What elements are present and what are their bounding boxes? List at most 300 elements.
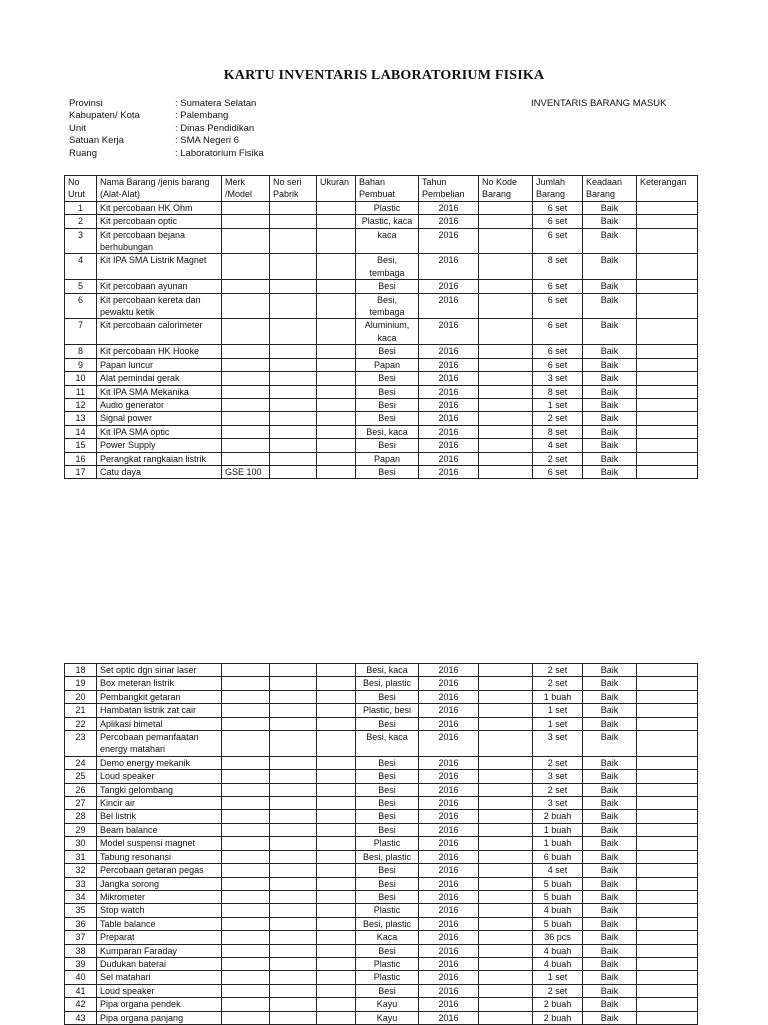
cell-nama: Kit IPA SMA Listrik Magnet [97,254,222,280]
cell-merk [222,201,270,214]
cell-nama: Loud speaker [97,984,222,997]
cell-jumlah: 6 set [533,280,583,293]
cell-jumlah: 4 buah [533,957,583,970]
cell-keterangan [637,465,698,478]
cell-nama: Beam balance [97,823,222,836]
cell-bahan: Besi [356,690,419,703]
cell-keterangan [637,228,698,254]
cell-ukuran [317,228,356,254]
cell-jumlah: 4 buah [533,904,583,917]
cell-nama: Kit percobaan kereta dan pewaktu ketik [97,293,222,319]
cell-kode [479,228,533,254]
cell-keadaan: Baik [583,385,637,398]
cell-nama: Alat pemindai gerak [97,372,222,385]
cell-jumlah: 6 set [533,228,583,254]
cell-kode [479,797,533,810]
cell-no-seri [270,215,317,228]
cell-tahun: 2016 [419,664,479,677]
cell-keterangan [637,293,698,319]
cell-kode [479,425,533,438]
cell-bahan: Besi [356,398,419,411]
table-row [65,280,698,293]
cell-keterangan [637,280,698,293]
cell-bahan: Besi [356,465,419,478]
cell-no-seri [270,465,317,478]
cell-ukuran [317,837,356,850]
cell-nama: Pipa organa pendek [97,998,222,1011]
cell-jumlah: 5 buah [533,877,583,890]
cell-no: 17 [65,465,97,478]
cell-ukuran [317,345,356,358]
cell-no: 24 [65,756,97,769]
table-row [65,372,698,385]
cell-merk [222,319,270,345]
table-row [65,664,698,677]
cell-merk [222,664,270,677]
cell-merk [222,677,270,690]
cell-nama: Tangki gelombang [97,783,222,796]
cell-no-seri [270,372,317,385]
cell-kode [479,756,533,769]
table-row [65,797,698,810]
table-row [65,201,698,214]
page-title: KARTU INVENTARIS LABORATORIUM FISIKA [223,68,545,83]
table-row [65,904,698,917]
cell-tahun: 2016 [419,890,479,903]
cell-keterangan [637,931,698,944]
cell-no: 11 [65,385,97,398]
header-keterangan: Keterangan [637,176,698,202]
table-body-1 [65,201,698,479]
cell-no: 36 [65,917,97,930]
table-row [65,864,698,877]
cell-jumlah: 4 set [533,864,583,877]
cell-bahan: Besi [356,439,419,452]
table-row [65,998,698,1011]
cell-keterangan [637,731,698,757]
cell-no-seri [270,319,317,345]
cell-no: 33 [65,877,97,890]
cell-merk [222,372,270,385]
cell-bahan: Besi, kaca [356,664,419,677]
cell-merk [222,957,270,970]
cell-merk [222,998,270,1011]
cell-jumlah: 2 set [533,664,583,677]
cell-tahun: 2016 [419,823,479,836]
cell-no-seri [270,228,317,254]
cell-no-seri [270,293,317,319]
cell-tahun: 2016 [419,385,479,398]
cell-no: 5 [65,280,97,293]
cell-ukuran [317,971,356,984]
cell-keadaan: Baik [583,756,637,769]
inventory-table-1 [64,175,698,479]
cell-merk [222,797,270,810]
cell-no-seri [270,944,317,957]
cell-no: 16 [65,452,97,465]
cell-keadaan: Baik [583,890,637,903]
cell-keterangan [637,957,698,970]
cell-no-seri [270,984,317,997]
cell-kode [479,452,533,465]
header-tahun: Tahun Pembelian [419,176,479,202]
cell-tahun: 2016 [419,215,479,228]
cell-tahun: 2016 [419,412,479,425]
cell-nama: Power Supply [97,439,222,452]
cell-merk [222,931,270,944]
cell-no: 3 [65,228,97,254]
table-row [65,890,698,903]
cell-no: 30 [65,837,97,850]
cell-kode [479,345,533,358]
cell-keadaan: Baik [583,850,637,863]
cell-no: 25 [65,770,97,783]
cell-tahun: 2016 [419,319,479,345]
cell-no: 13 [65,412,97,425]
cell-keterangan [637,425,698,438]
cell-keterangan [637,690,698,703]
cell-keterangan [637,319,698,345]
cell-bahan: Kaca [356,931,419,944]
cell-ukuran [317,931,356,944]
cell-keterangan [637,864,698,877]
cell-jumlah: 1 set [533,971,583,984]
cell-jumlah: 3 set [533,770,583,783]
table-row [65,1011,698,1024]
cell-nama: Perangkat rangkaian listrik [97,452,222,465]
cell-bahan: Aluminium, kaca [356,319,419,345]
cell-no-seri [270,717,317,730]
cell-ukuran [317,201,356,214]
table-row [65,398,698,411]
cell-no: 9 [65,358,97,371]
header-nama-barang: Nama Barang /jenis barang (Alat-Alat) [97,176,222,202]
cell-keterangan [637,201,698,214]
cell-kode [479,717,533,730]
cell-jumlah: 2 set [533,756,583,769]
cell-ukuran [317,439,356,452]
cell-bahan: Plastic [356,957,419,970]
cell-keadaan: Baik [583,372,637,385]
cell-merk [222,228,270,254]
cell-bahan: Kayu [356,1011,419,1024]
cell-ukuran [317,254,356,280]
cell-nama: Percobaan getaran pegas [97,864,222,877]
cell-bahan: Besi, tembaga [356,254,419,280]
cell-keterangan [637,984,698,997]
header-keadaan: Keadaan Barang [583,176,637,202]
cell-nama: Preparat [97,931,222,944]
cell-jumlah: 5 buah [533,890,583,903]
cell-bahan: Besi [356,944,419,957]
cell-tahun: 2016 [419,358,479,371]
cell-kode [479,904,533,917]
cell-nama: Loud speaker [97,770,222,783]
cell-keadaan: Baik [583,797,637,810]
cell-no-seri [270,850,317,863]
cell-merk [222,398,270,411]
cell-jumlah: 6 buah [533,850,583,863]
cell-no-seri [270,998,317,1011]
cell-bahan: Besi, plastic [356,677,419,690]
cell-keterangan [637,810,698,823]
cell-no: 40 [65,971,97,984]
cell-keterangan [637,850,698,863]
cell-nama: Audio generator [97,398,222,411]
cell-keterangan [637,783,698,796]
info-value: : SMA Negeri 6 [175,135,239,147]
cell-keadaan: Baik [583,319,637,345]
cell-merk [222,412,270,425]
table-row [65,783,698,796]
cell-no-seri [270,810,317,823]
cell-kode [479,823,533,836]
cell-no: 28 [65,810,97,823]
cell-keadaan: Baik [583,452,637,465]
cell-tahun: 2016 [419,797,479,810]
cell-kode [479,971,533,984]
cell-keterangan [637,345,698,358]
cell-no: 12 [65,398,97,411]
cell-no: 35 [65,904,97,917]
cell-bahan: Besi [356,756,419,769]
header-no-seri: No seri Pabrik [270,176,317,202]
cell-merk [222,864,270,877]
cell-jumlah: 1 set [533,398,583,411]
cell-merk: GSE 100 [222,465,270,478]
info-row-ruang [69,148,264,160]
cell-tahun: 2016 [419,957,479,970]
cell-bahan: Besi [356,797,419,810]
cell-jumlah: 8 set [533,385,583,398]
cell-no-seri [270,770,317,783]
cell-ukuran [317,425,356,438]
cell-bahan: Besi [356,783,419,796]
cell-nama: Kit IPA SMA optic [97,425,222,438]
cell-tahun: 2016 [419,877,479,890]
table-row [65,917,698,930]
cell-nama: Kumparan Faraday [97,944,222,957]
cell-keadaan: Baik [583,465,637,478]
cell-bahan: Besi, plastic [356,917,419,930]
cell-keadaan: Baik [583,677,637,690]
table-row [65,823,698,836]
table-row [65,931,698,944]
table-row [65,293,698,319]
cell-ukuran [317,850,356,863]
cell-jumlah: 2 set [533,452,583,465]
cell-no: 14 [65,425,97,438]
cell-keterangan [637,398,698,411]
cell-ukuran [317,398,356,411]
header-kode: No Kode Barang [479,176,533,202]
cell-merk [222,280,270,293]
cell-tahun: 2016 [419,770,479,783]
cell-nama: Dudukan baterai [97,957,222,970]
info-label: Kabupaten/ Kota [69,110,140,122]
cell-jumlah: 4 buah [533,944,583,957]
cell-kode [479,1011,533,1024]
cell-keadaan: Baik [583,998,637,1011]
cell-ukuran [317,677,356,690]
cell-no: 32 [65,864,97,877]
cell-nama: Sel matahari [97,971,222,984]
cell-bahan: Plastic, besi [356,704,419,717]
table-row [65,465,698,478]
cell-no-seri [270,931,317,944]
cell-ukuran [317,756,356,769]
cell-kode [479,864,533,877]
cell-no: 37 [65,931,97,944]
cell-keterangan [637,797,698,810]
cell-ukuran [317,797,356,810]
cell-keterangan [637,439,698,452]
cell-no-seri [270,452,317,465]
cell-merk [222,904,270,917]
cell-kode [479,810,533,823]
cell-keadaan: Baik [583,864,637,877]
table-row [65,439,698,452]
table-row [65,215,698,228]
table-row [65,690,698,703]
cell-keterangan [637,770,698,783]
cell-no: 4 [65,254,97,280]
cell-nama: Mikrometer [97,890,222,903]
cell-no-seri [270,797,317,810]
cell-bahan: Besi [356,864,419,877]
cell-nama: Kit percobaan HK Ohm [97,201,222,214]
cell-bahan: Plastic [356,201,419,214]
cell-nama: Kit percobaan bejana berhubungan [97,228,222,254]
cell-tahun: 2016 [419,677,479,690]
cell-tahun: 2016 [419,810,479,823]
cell-keterangan [637,877,698,890]
cell-bahan: Besi [356,412,419,425]
cell-jumlah: 2 set [533,783,583,796]
cell-jumlah: 2 buah [533,998,583,1011]
cell-kode [479,398,533,411]
cell-kode [479,770,533,783]
cell-jumlah: 1 buah [533,837,583,850]
cell-nama: Model suspensi magnet [97,837,222,850]
cell-keadaan: Baik [583,877,637,890]
cell-no: 34 [65,890,97,903]
cell-kode [479,998,533,1011]
cell-nama: Kincir air [97,797,222,810]
cell-tahun: 2016 [419,201,479,214]
cell-bahan: kaca [356,228,419,254]
cell-jumlah: 1 set [533,704,583,717]
cell-keadaan: Baik [583,770,637,783]
cell-kode [479,412,533,425]
cell-keadaan: Baik [583,345,637,358]
cell-tahun: 2016 [419,850,479,863]
cell-ukuran [317,664,356,677]
cell-ukuran [317,293,356,319]
header-info [69,98,264,160]
info-row-satuan-kerja [69,135,264,147]
cell-jumlah: 3 set [533,797,583,810]
cell-tahun: 2016 [419,1011,479,1024]
cell-keadaan: Baik [583,664,637,677]
table-row [65,971,698,984]
cell-keadaan: Baik [583,398,637,411]
cell-merk [222,690,270,703]
cell-kode [479,215,533,228]
cell-kode [479,319,533,345]
info-row-unit [69,123,264,135]
table-row [65,319,698,345]
cell-ukuran [317,917,356,930]
cell-nama: Pembangkit getaran [97,690,222,703]
cell-nama: Demo energy mekanik [97,756,222,769]
header-ukuran: Ukuran [317,176,356,202]
cell-keadaan: Baik [583,439,637,452]
cell-tahun: 2016 [419,452,479,465]
cell-keadaan: Baik [583,971,637,984]
cell-bahan: Besi [356,372,419,385]
cell-bahan: Besi [356,770,419,783]
cell-jumlah: 36 pcs [533,931,583,944]
cell-keadaan: Baik [583,837,637,850]
cell-nama: Bel listrik [97,810,222,823]
cell-nama: Kit percobaan optic [97,215,222,228]
cell-merk [222,944,270,957]
cell-keadaan: Baik [583,810,637,823]
cell-kode [479,837,533,850]
cell-merk [222,837,270,850]
cell-bahan: Plastic [356,904,419,917]
cell-nama: Table balance [97,917,222,930]
cell-keterangan [637,358,698,371]
cell-ukuran [317,372,356,385]
cell-bahan: Besi [356,877,419,890]
cell-ukuran [317,864,356,877]
cell-ukuran [317,731,356,757]
cell-kode [479,877,533,890]
cell-ukuran [317,358,356,371]
cell-kode [479,850,533,863]
cell-merk [222,731,270,757]
cell-nama: Kit IPA SMA Mekanika [97,385,222,398]
cell-no-seri [270,971,317,984]
cell-jumlah: 6 set [533,293,583,319]
header-jumlah: Jumlah Barang [533,176,583,202]
cell-kode [479,984,533,997]
table-row [65,717,698,730]
cell-keadaan: Baik [583,731,637,757]
cell-no-seri [270,1011,317,1024]
cell-nama: Kit percobaan calorimeter [97,319,222,345]
table-row [65,770,698,783]
cell-ukuran [317,783,356,796]
cell-no-seri [270,890,317,903]
cell-merk [222,1011,270,1024]
cell-tahun: 2016 [419,783,479,796]
cell-no-seri [270,704,317,717]
cell-tahun: 2016 [419,931,479,944]
cell-no-seri [270,783,317,796]
table-row [65,254,698,280]
cell-bahan: Papan [356,358,419,371]
cell-keterangan [637,664,698,677]
inventory-table-2 [64,663,698,1025]
cell-ukuran [317,704,356,717]
cell-jumlah: 5 buah [533,917,583,930]
cell-ukuran [317,717,356,730]
cell-nama: Set optic dgn sinar laser [97,664,222,677]
cell-keadaan: Baik [583,783,637,796]
